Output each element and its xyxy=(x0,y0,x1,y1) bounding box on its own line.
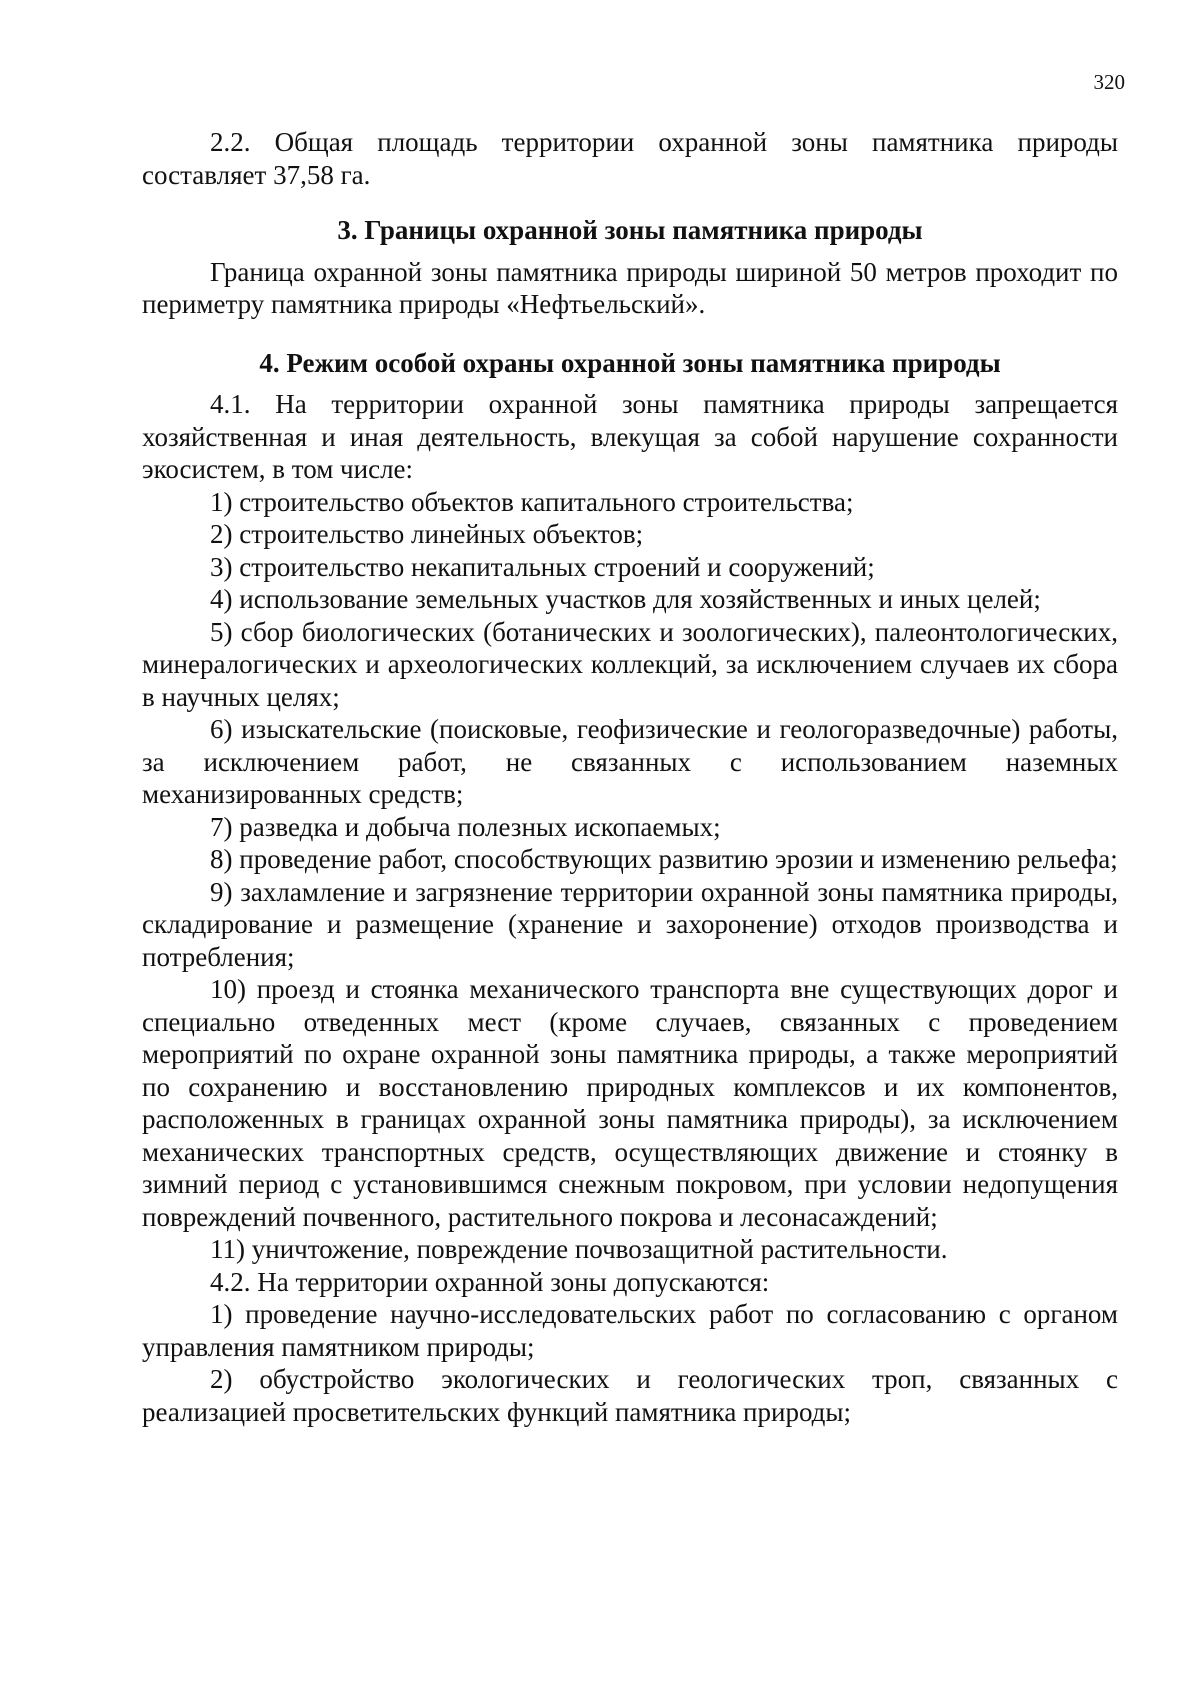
list-item: 9) захламление и загрязнение территории охранной зоны памятника природы, складирование и размещение (хранение и захоронение) отходов производства и потребления; xyxy=(142,876,1118,972)
paragraph-4-1: 4.1. На территории охранной зоны памятника природы запрещается хозяйственная и иная деятельность, влекущая за собой нарушение сохранности экосистем, в том числе: xyxy=(142,389,1118,484)
section-3-heading: 3. Границы охранной зоны памятника природы xyxy=(337,215,923,245)
document-body xyxy=(142,126,1118,1428)
list-item: 1) строительство объектов капитального строительства; xyxy=(210,486,854,517)
list-item: 8) проведение работ, способствующих развитию эрозии и изменению рельефа; xyxy=(210,844,1118,874)
page-number: 320 xyxy=(1093,70,1125,94)
paragraph-2-2: 2.2. Общая площадь территории охранной зоны памятника природы составляет 37,58 га. xyxy=(142,127,1118,190)
list-item: 4) использование земельных участков для хозяйственных и иных целей; xyxy=(210,584,1041,614)
list-item: 7) разведка и добыча полезных ископаемых; xyxy=(210,811,721,842)
list-item: 2) строительство линейных объектов; xyxy=(210,519,644,549)
section-3-text: Граница охранной зоны памятника природы шириной 50 метров проходит по периметру памятника природы «Нефтьельский». xyxy=(142,256,1118,319)
list-item: 11) уничтожение, повреждение почвозащитной растительности. xyxy=(210,1234,948,1264)
paragraph-4-2: 4.2. На территории охранной зоны допускаются: xyxy=(210,1266,770,1297)
list-item: 2) обустройство экологических и геологических троп, связанных с реализацией просветительских функций памятника природы; xyxy=(142,1364,1118,1427)
list-item: 5) сбор биологических (ботанических и зоологических), палеонтологических, минералогических и археологических коллекций, за исключением случаев их сбора в научных целях; xyxy=(142,616,1118,712)
section-4-heading: 4. Режим особой охраны охранной зоны памятника природы xyxy=(259,347,1001,378)
list-item: 3) строительство некапитальных строений и сооружений; xyxy=(210,551,875,582)
list-item: 10) проезд и стоянка механического транспорта вне существующих дорог и специально отведенных мест (кроме случаев, связанных с проведением мероприятий по охране охранной зоны памятника природы, а также мероприятий по сохранению и восстановлению природных комплексов и их компонентов, расположенных в границах охранной зоны памятника природы), за исключением механических транспортных средств, осуществляющих движение и стоянку в зимний период с установившимся снежным покровом, при условии недопущения повреждений почвенного, растительного покрова и лесонасаждений; xyxy=(142,974,1118,1232)
list-item: 1) проведение научно-исследовательских работ по согласованию с органом управления памятником природы; xyxy=(142,1299,1118,1362)
list-item: 6) изыскательские (поисковые, геофизические и геологоразведочные) работы, за исключением работ, не связанных с использованием наземных механизированных средств; xyxy=(142,714,1118,809)
